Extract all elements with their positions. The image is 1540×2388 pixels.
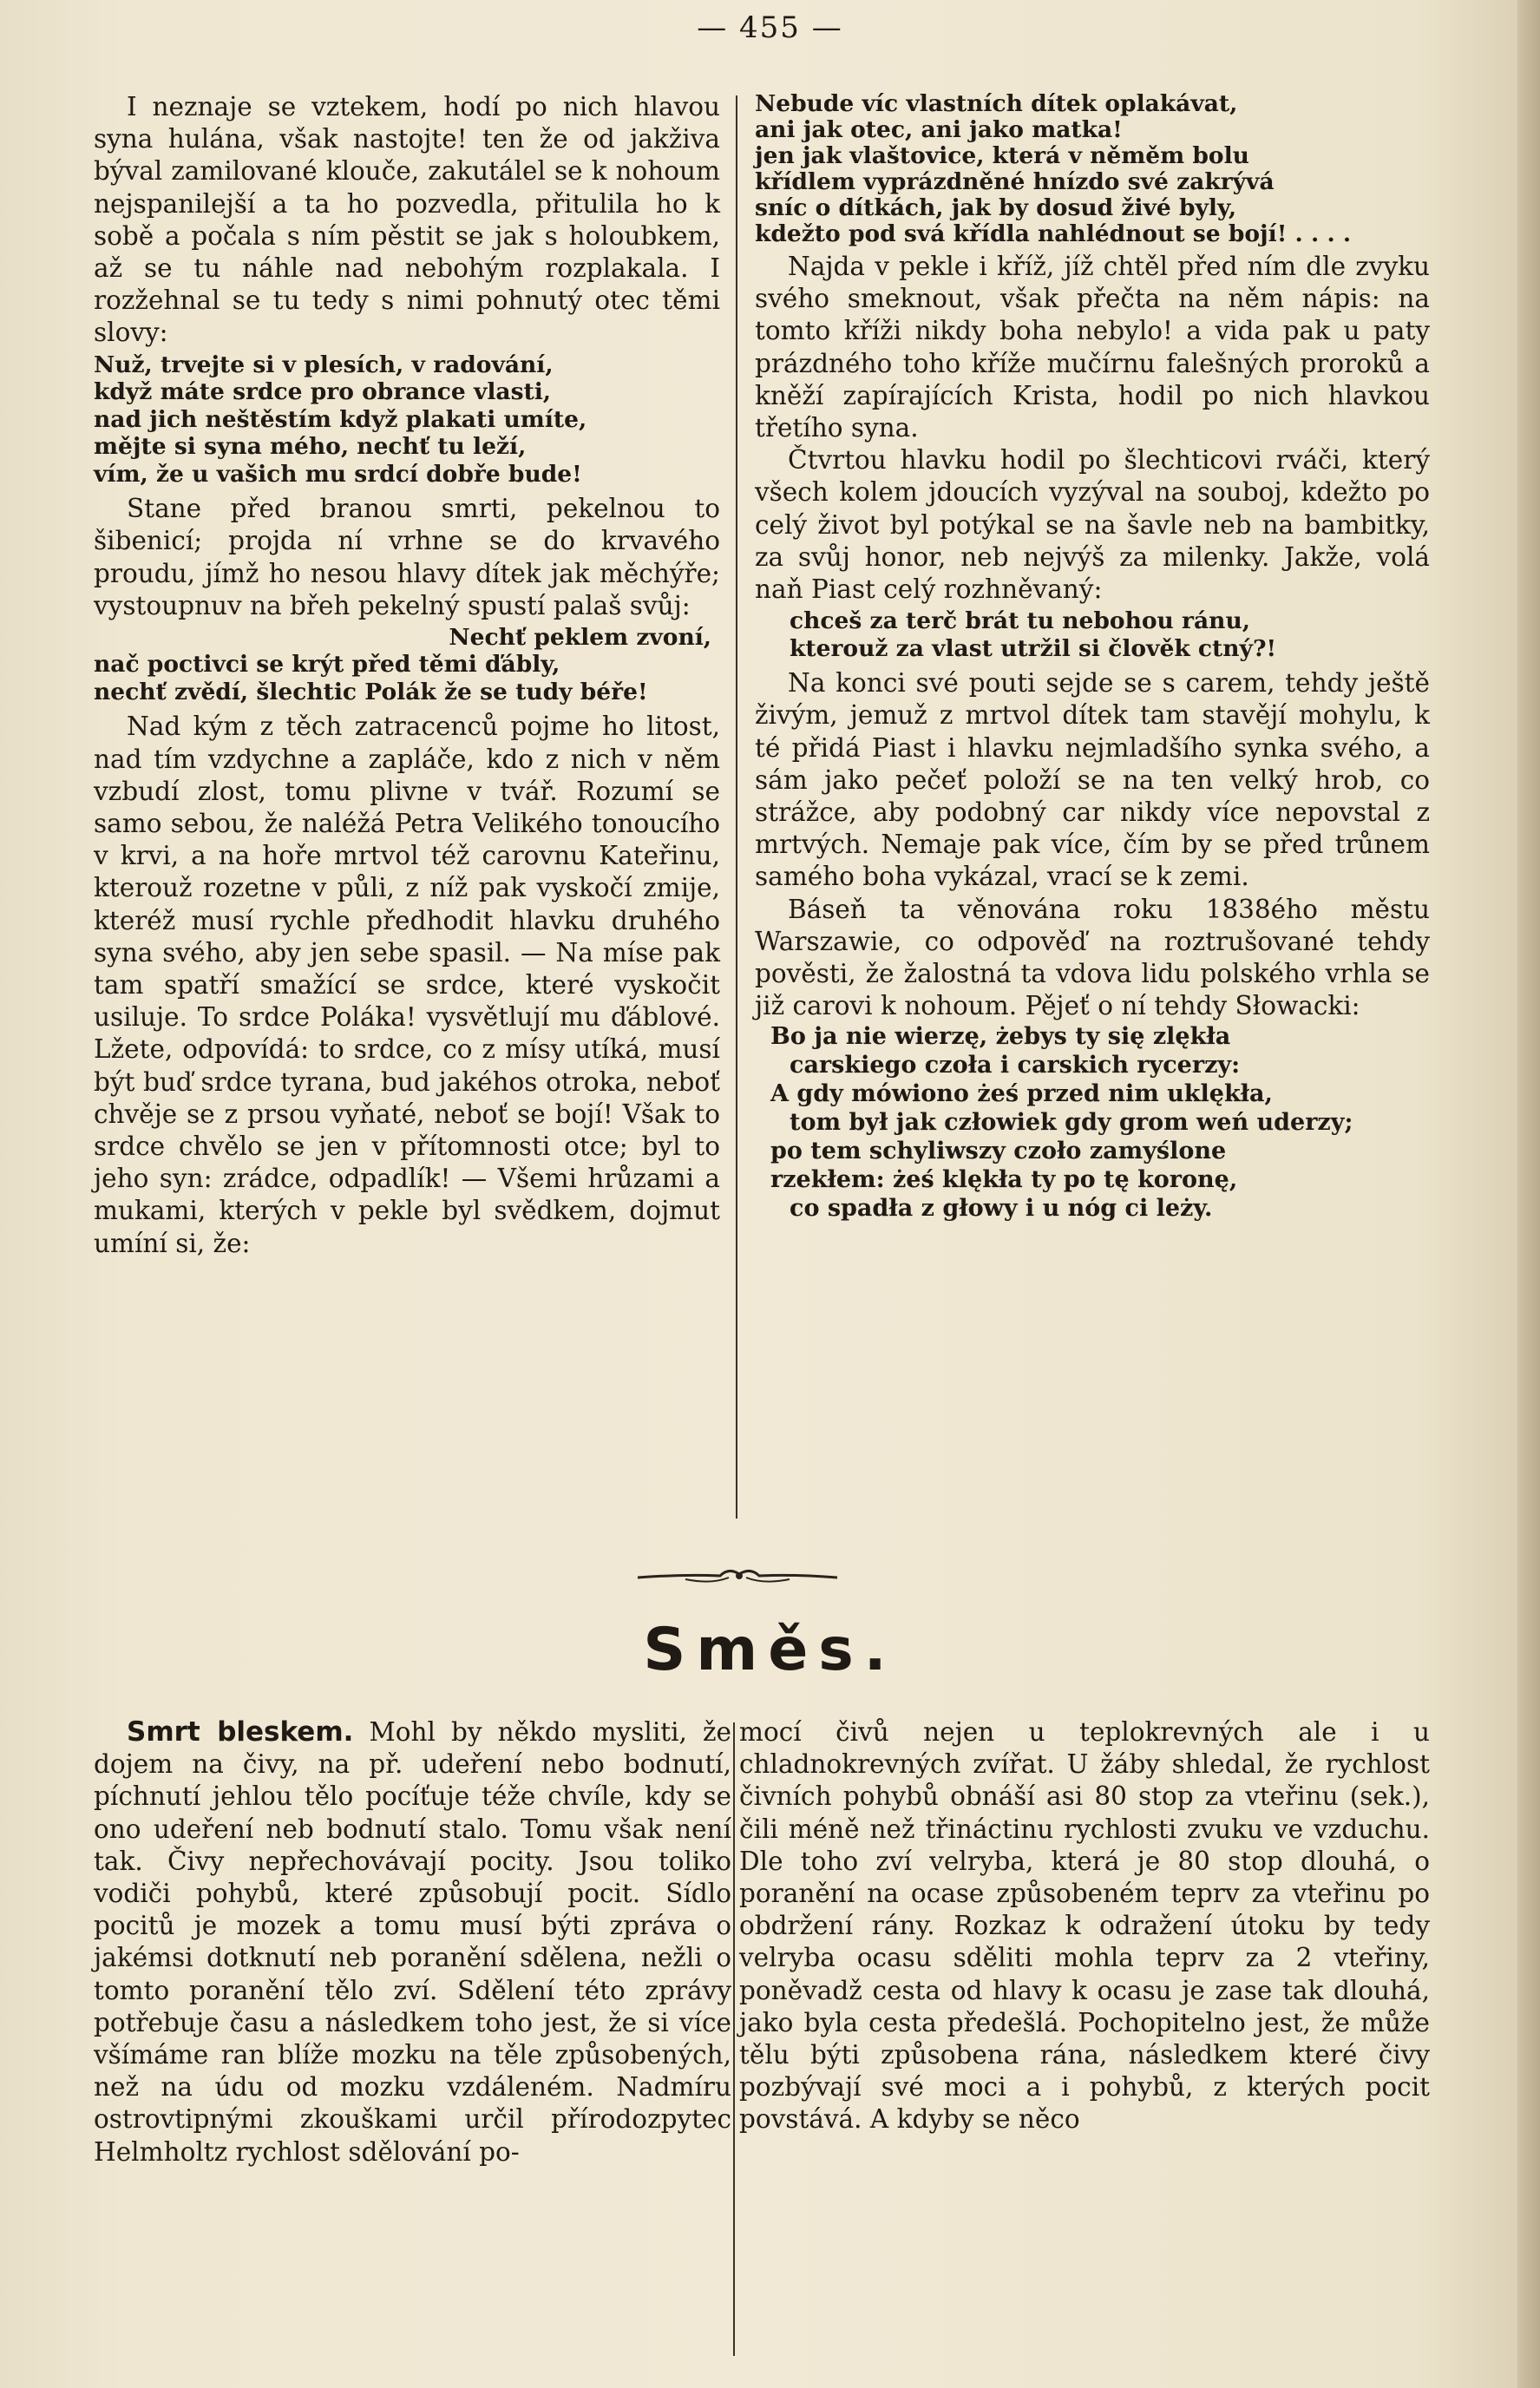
verse-line: nad jich neštěstím když plakati umíte, [94,405,587,433]
verse-line: kdežto pod svá křídla nahlédnout se bojí! . . . . [755,220,1352,247]
verse-line: po tem schyliwszy czoło zamyślone [770,1138,1227,1165]
verse-line: vím, že u vašich mu srdcí dobře bude! [94,460,582,488]
verse-block [94,351,720,489]
paragraph: Na konci své pouti sejde se s carem, tehdy ještě živým, jemuž z mrtvol dítek tam stavějí mohylu, k té přidá Piast i hlavku nejmladšího synka svého, a sám jako pečeť položí se na ten velký hrob, co strážce, aby podobný car nikdy více nepovstal z mrtvých. Nemaje pak více, čím by se před trůnem samého boha vykázal, vrací se k zemi. [755,668,1430,892]
verse-block [755,91,1430,247]
paragraph: mocí čivů nejen u teplokrevných ale i u chladnokrevných zvířat. U žáby shledal, že rychlost čivních pohybů obnáší asi 80 stop za vteřinu (sek.), čili méně než třináctinu rychlosti zvuku ve vzduchu. Dle toho zví velryba, která je 80 stop dlouhá, o poranění na ocase způsobeném teprv za vteřinu po obdržení rány. Rozkaz k odražení útoku by tedy velryba ocasu sděliti mohla teprv za 2 vteřiny, poněvadž cesta od hlavy k ocasu je zase tak dlouhá, jako byla cesta předešlá. Pochopitelno jest, že může tělu býti způsobena rána, následkem které čivy pozbývají své moci a i pohybů, z kterých pocit povstává. A kdyby se něco [739,1717,1430,2135]
verse-line: rzekłem: żeś klękła ty po tę koronę, [770,1166,1238,1194]
ornament-divider [633,1558,842,1593]
column-rule [736,95,737,1519]
verse-line: co spadła z głowy i u nóg ci leży. [790,1195,1213,1223]
verse-line: A gdy mówiono żeś przed nim uklękła, [770,1080,1273,1108]
verse-line: tom był jak człowiek gdy grom weń uderzy; [790,1109,1353,1137]
paragraph: Báseň ta věnována roku 1838ého městu Warszawie, co odpověď na roztrušované tehdy pověsti, že žalostná ta vdova lidu polského vrhla se již carovi k nohoum. Pějeť o ní tehdy Słowacki: [755,894,1430,1021]
verse-line: carskiego czoła i carskich rycerzy: [790,1052,1241,1079]
verse-line: křídlem vyprázdněné hnízdo své zakrývá [755,168,1275,195]
left-column-bottom [94,1716,731,2168]
left-column-top [94,91,720,1260]
right-column-bottom [739,1716,1430,2136]
verse-line: ani jak otec, ani jako matka! [755,116,1123,143]
verse-line: kterouž za vlast utržil si člověk ctný?! [790,634,1277,662]
verse-block [790,607,1430,662]
paragraph: Čtvrtou hlavku hodil po šlechticovi rváči, který všech kolem jdoucích vyzýval na souboj, kdežto po celý život byl potýkal se na šavle neb na bambitky, za svůj honor, neb nejvýš za milenky. Jakže, volá naň Piast celý rozhněvaný: [755,445,1430,605]
verse-line: mějte si syna mého, nechť tu leží, [94,433,527,461]
verse-line: Nebude víc vlastních dítek oplakávat, [755,90,1238,117]
article-lead: Smrt bleskem. [127,1716,354,1748]
verse-line: chceš za terč brát tu nebohou ránu, [790,607,1250,635]
paragraph: Nad kým z těch zatracenců pojme ho litost, nad tím vzdychne a zapláče, kdo z nich v něm vzbudí zlost, tomu plivne v tvář. Rozumí se samo sebou, že naléžá Petra Velikého tonoucího v krvi, a na hoře mrtvol též carovnu Kateřinu, kterouž rozetne v půli, z níž pak vyskočí zmije, kteréž musí rychle předhodit hlavku druhého syna svého, aby jen sebe spasil. — Na míse pak tam spatří smažící se srdce, které vyskočit usiluje. To srdce Poláka! vysvětlují mu ďáblové. Lžete, odpovídá: to srdce, co z mísy utíká, musí být buď srdce tyrana, bud jakéhos otroka, neboť chvěje se z prsou vyňaté, neboť se bojí! Však to srdce chvělo se jen v přítomnosti otce; byl to jeho syn: zrádce, odpadlík! — Všemi hrůzami a mukami, kterých v pekle byl svědkem, dojmut umíní si, že: [94,712,720,1258]
verse-line: když máte srdce pro obrance vlasti, [94,378,552,406]
verse-block [94,624,720,706]
verse-line: Nuž, trvejte si v plesích, v radování, [94,351,554,378]
verse-line: Nechť peklem zvoní, [449,623,711,651]
paragraph: Najda v pekle i kříž, jíž chtěl před ním dle zvyku svého smeknout, však přečta na něm nápis: na tomto kříži nikdy boha nebylo! a vida pak u paty prázdného toho kříže mučírnu falešných proroků a kněží zapírajících Krista, hodil po nich hlavkou třetího syna. [755,252,1430,443]
verse-line: Bo ja nie wierzę, żebys ty się zlękła [770,1023,1231,1051]
section-heading: Směs. [643,1616,897,1684]
page-edge [1517,0,1540,2388]
verse-line: sníc o dítkách, jak by dosud živé byly, [755,194,1237,221]
verse-line: nechť zvědí, šlechtic Polák že se tudy béře! [94,678,648,705]
verse-line: nač poctivci se krýt před těmi ďábly, [94,651,560,679]
column-rule [733,1722,735,2356]
article-text: Mohl by někdo mysliti, že dojem na čivy, na př. udeření nebo bodnutí, píchnutí jehlou tělo pocíťuje téže chvíle, kdy se ono udeření neb bodnutí stalo. Tomu však není tak. Čivy nepřechovávají pocity. Jsou toliko vodiči pohybů, které způsobují pocit. Sídlo pocitů je mozek a tomu musí býti zpráva o jakémsi dotknutí neb poranění sdělena, nežli o tomto poranění tělo zví. Sdělení této zprávy potřebuje času a následkem toho jest, že si více všímáme ran blíže mozku na těle způsobených, než na údu od mozku vzdáleném. Nadmíru ostrovtipnými zkouškami určil přírodozpytec Helmholtz rychlost sdělování po- [94,1717,731,2167]
polish-verse-block [770,1022,1430,1223]
page-number: — 455 — [697,10,843,45]
paragraph [94,1716,731,2168]
paragraph: Stane před branou smrti, pekelnou to šibenicí; projda ní vrhne se do krvavého proudu, jímž ho nesou hlavy dítek jak měchýře; vystoupnuv na břeh pekelný spustí palaš svůj: [94,494,720,620]
paragraph: I neznaje se vztekem, hodí po nich hlavou syna hulána, však nastojte! ten že od jakživa býval zamilované klouče, zakutálel se k nohoum nejspanilejší a ta ho pozvedla, přitulila ho k sobě a počala s ním pěstit se jak s holoubkem, až se tu náhle nad nebohým rozplakala. I rozžehnal se tu tedy s nimi pohnutý otec těmi slovy: [94,92,720,348]
verse-line: jen jak vlaštovice, která v něměm bolu [755,142,1249,169]
right-column-top [755,91,1430,1223]
